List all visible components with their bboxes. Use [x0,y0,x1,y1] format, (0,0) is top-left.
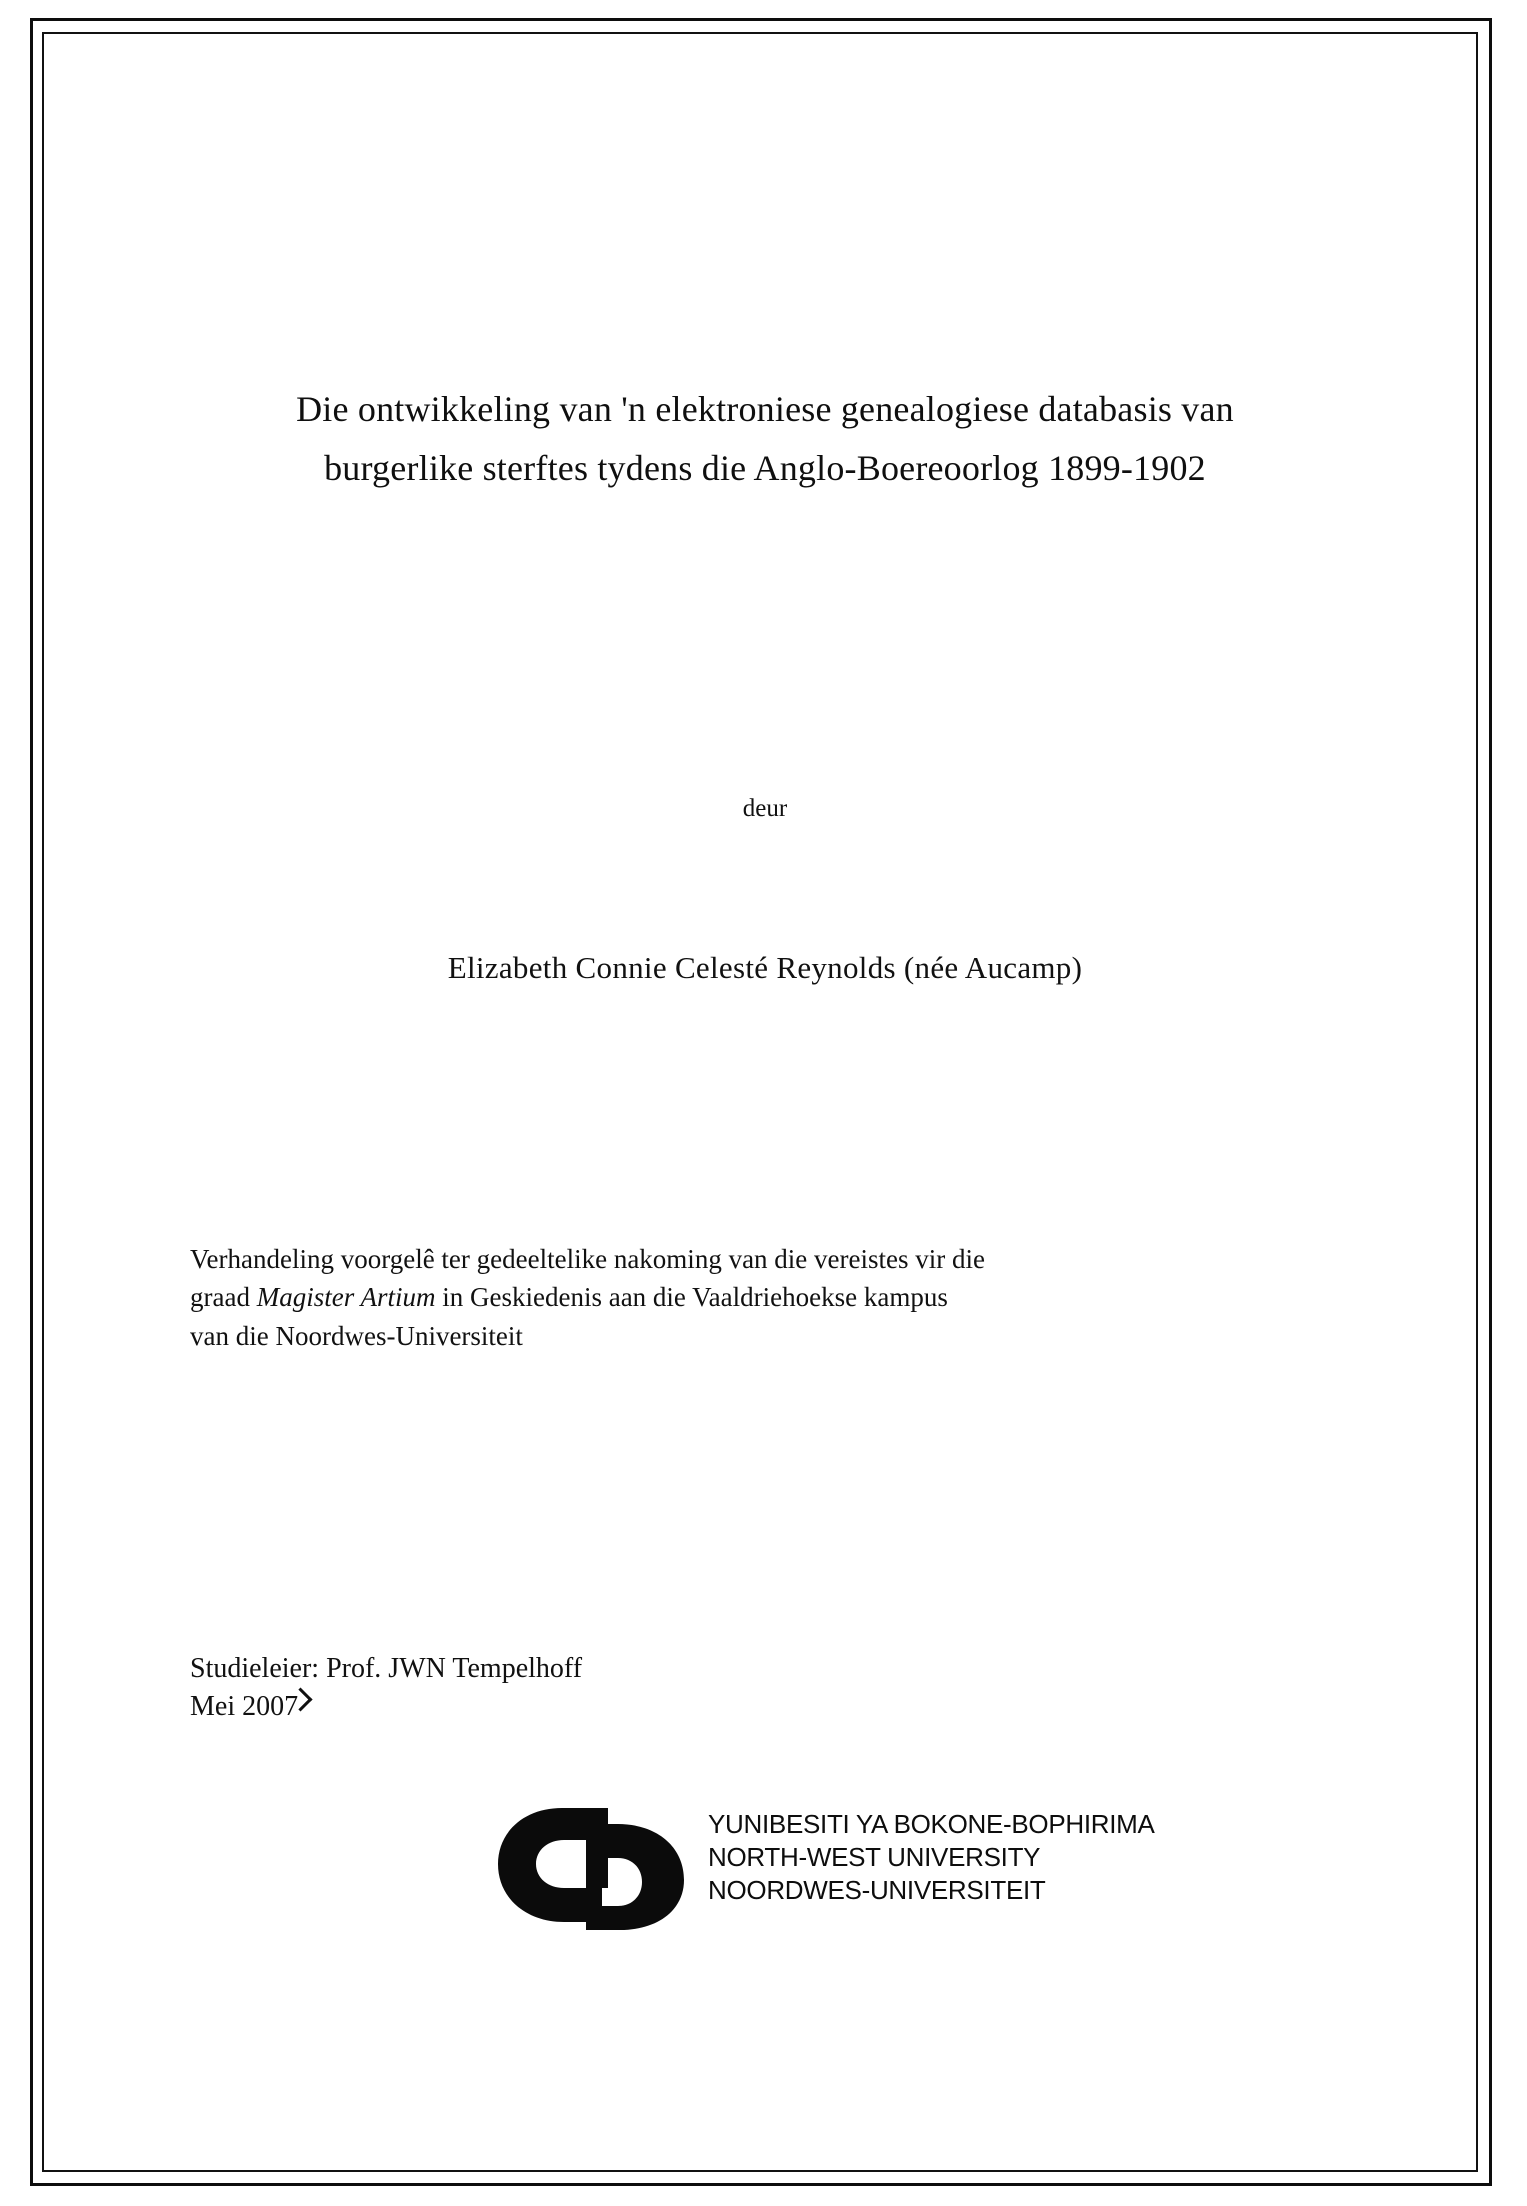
degree-statement-line-3: van die Noordwes-Universiteit [190,1320,523,1351]
degree-statement-line-1: Verhandeling voorgelê ter gedeeltelike nakoming van die vereistes vir die [190,1244,985,1274]
page-content [160,60,1370,2130]
author-name: Elizabeth Connie Celesté Reynolds (née Aucamp) [447,950,1083,985]
title-line-1: Die ontwikkeling van 'n elektroniese genealogiese databasis van [296,389,1234,429]
date-line-wrapper [190,1688,298,1726]
logo-text-line-2: NORTH-WEST UNIVERSITY [708,1841,1041,1872]
university-logo-text [708,1808,1155,1906]
by-label: deur [742,795,788,822]
title-line-2: burgerlike sterftes tydens die Anglo-Boereoorlog 1899-1902 [324,448,1206,489]
logo-text-line-3: NOORDWES-UNIVERSITEIT [708,1874,1046,1905]
date-line: Mei 2007 [190,1690,299,1722]
degree-statement-line-2 [190,1278,1340,1316]
degree-statement [190,1240,1340,1355]
degree-statement-line-2-prefix: graad [190,1282,257,1313]
logo-text-line-1: YUNIBESITI YA BOKONE-BOPHIRIMA [708,1809,1155,1839]
university-logo-block [460,1800,1180,1940]
supervisor-block [190,1650,1190,1726]
supervisor-line: Studieleier: Prof. JWN Tempelhoff [190,1653,583,1684]
north-west-university-logo-icon [490,1802,690,1930]
page-title [180,380,1350,499]
degree-statement-line-2-suffix: in Geskiedenis aan die Vaaldriehoekse kampus [435,1282,948,1313]
degree-name-italic: Magister Artium [256,1282,436,1313]
